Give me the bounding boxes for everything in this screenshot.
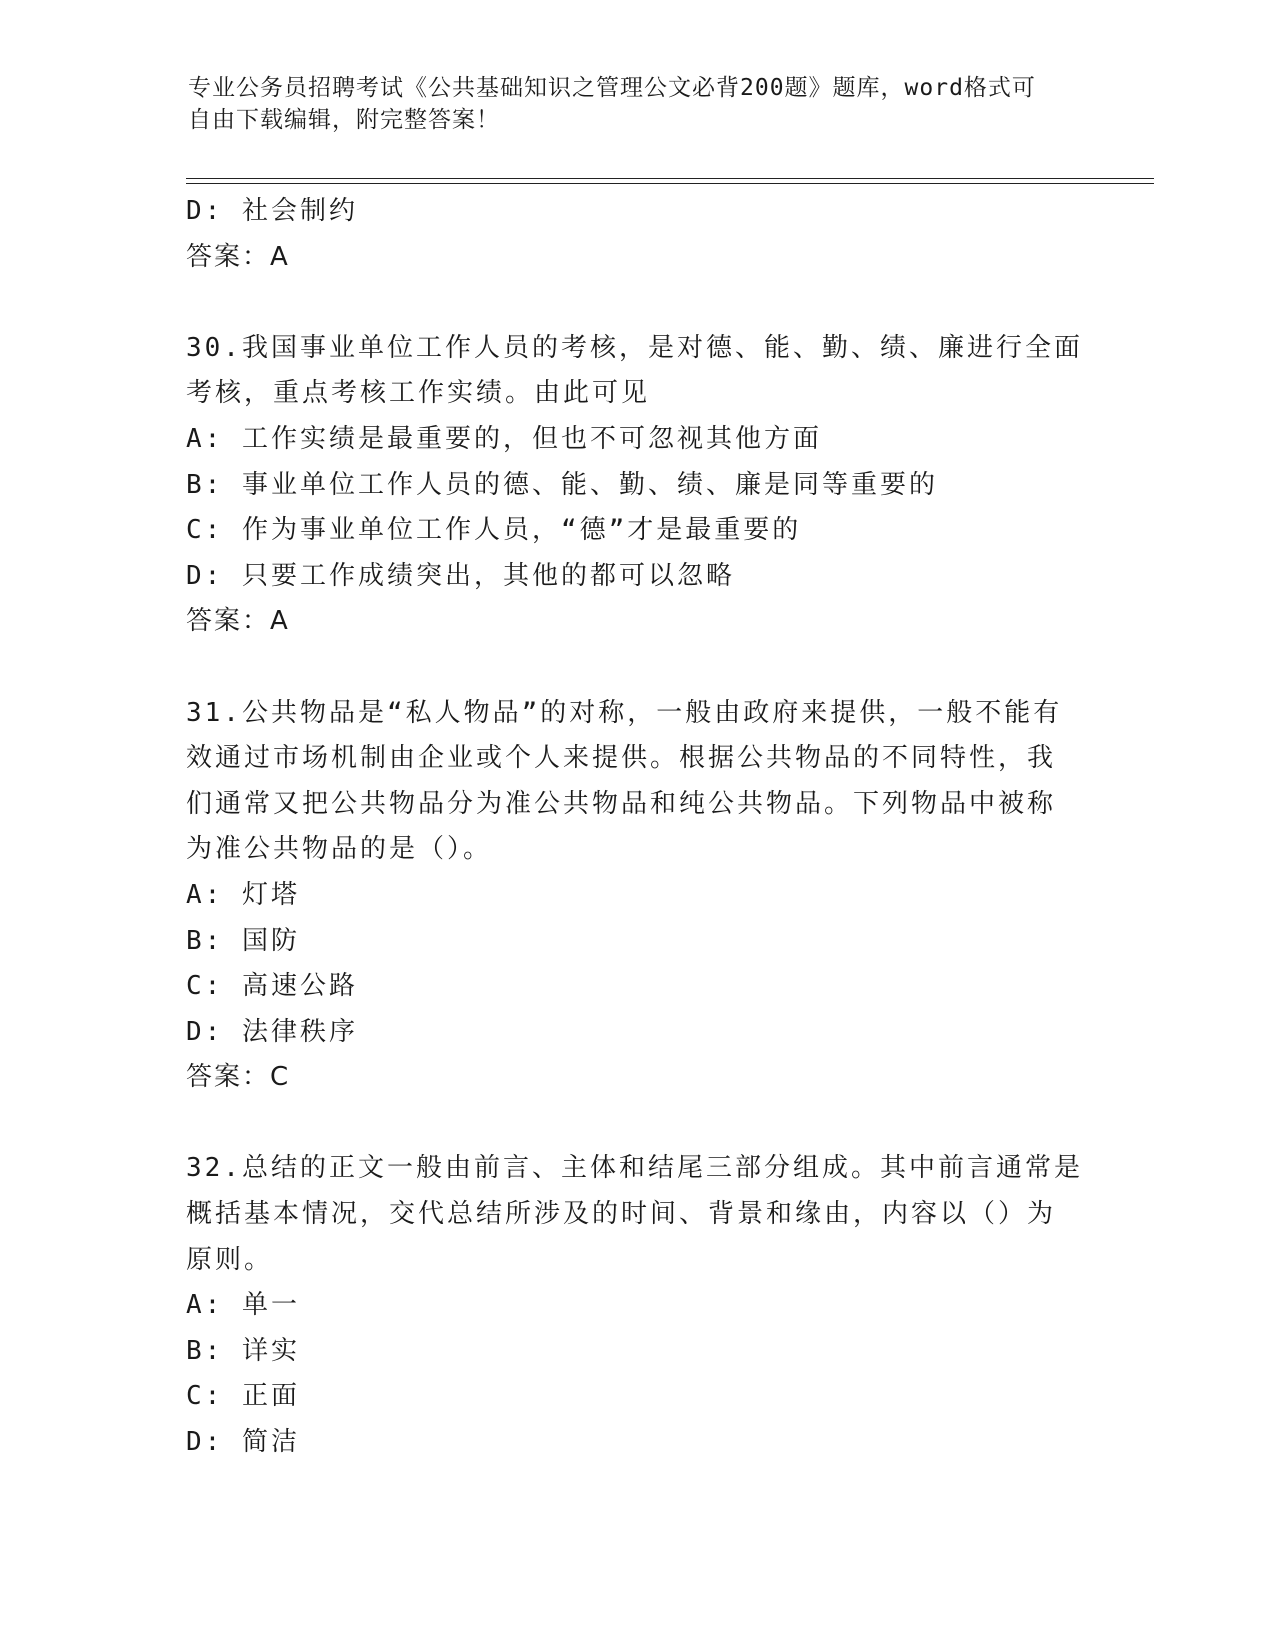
option-d: D: 社会制约 (186, 196, 358, 226)
header-rule-bottom (186, 183, 1154, 184)
question-32 (186, 1146, 1086, 1465)
option-c: C: 高速公路 (186, 971, 358, 1002)
option-c: C: 正面 (186, 1381, 300, 1412)
question-stem-line: 原则。 (186, 1244, 274, 1275)
question-stem-line: 考核，重点考核工作实绩。由此可见 (186, 378, 651, 409)
option-d: D: 法律秩序 (186, 1016, 358, 1047)
option-a: A: 单一 (186, 1290, 300, 1321)
question-stem-line: 们通常又把公共物品分为准公共物品和纯公共物品。下列物品中被称 (186, 788, 1057, 819)
spacer (186, 1101, 1086, 1147)
option-b: B: 事业单位工作人员的德、能、勤、绩、廉是同等重要的 (186, 469, 938, 500)
option-d: D: 只要工作成绩突出，其他的都可以忽略 (186, 560, 735, 591)
option-b: B: 国防 (186, 925, 300, 956)
option-c: C: 作为事业单位工作人员，“德”才是最重要的 (186, 515, 802, 546)
header-line-1: 专业公务员招聘考试《公共基础知识之管理公文必背200题》题库，word格式可 (188, 75, 1036, 101)
option-d: D: 简洁 (186, 1427, 300, 1458)
question-stem-line: 效通过市场机制由企业或个人来提供。根据公共物品的不同特性，我 (186, 743, 1057, 774)
header-line-2: 自由下载编辑，附完整答案！ (188, 107, 500, 133)
page-header (188, 72, 1068, 136)
question-stem-line: 概括基本情况，交代总结所涉及的时间、背景和缘由，内容以（）为 (186, 1199, 1057, 1230)
header-rule-top (186, 178, 1154, 179)
question-29-tail (186, 189, 1086, 280)
answer-line: 答案：A (186, 241, 290, 272)
spacer (186, 645, 1086, 691)
option-a: A: 灯塔 (186, 879, 300, 910)
question-stem-line: 32.总结的正文一般由前言、主体和结尾三部分组成。其中前言通常是 (186, 1153, 1083, 1184)
answer-line: 答案：C (186, 1062, 291, 1093)
option-b: B: 详实 (186, 1335, 300, 1366)
question-stem-line: 31.公共物品是“私人物品”的对称，一般由政府来提供，一般不能有 (186, 697, 1063, 728)
question-stem-line: 为准公共物品的是（）。 (186, 834, 493, 865)
spacer (186, 280, 1086, 326)
option-a: A: 工作实绩是最重要的，但也不可忽视其他方面 (186, 423, 822, 454)
page-content (186, 189, 1086, 1466)
question-stem-line: 30.我国事业单位工作人员的考核，是对德、能、勤、绩、廉进行全面 (186, 332, 1083, 363)
question-30 (186, 326, 1086, 645)
question-31 (186, 691, 1086, 1101)
answer-line: 答案：A (186, 606, 290, 637)
